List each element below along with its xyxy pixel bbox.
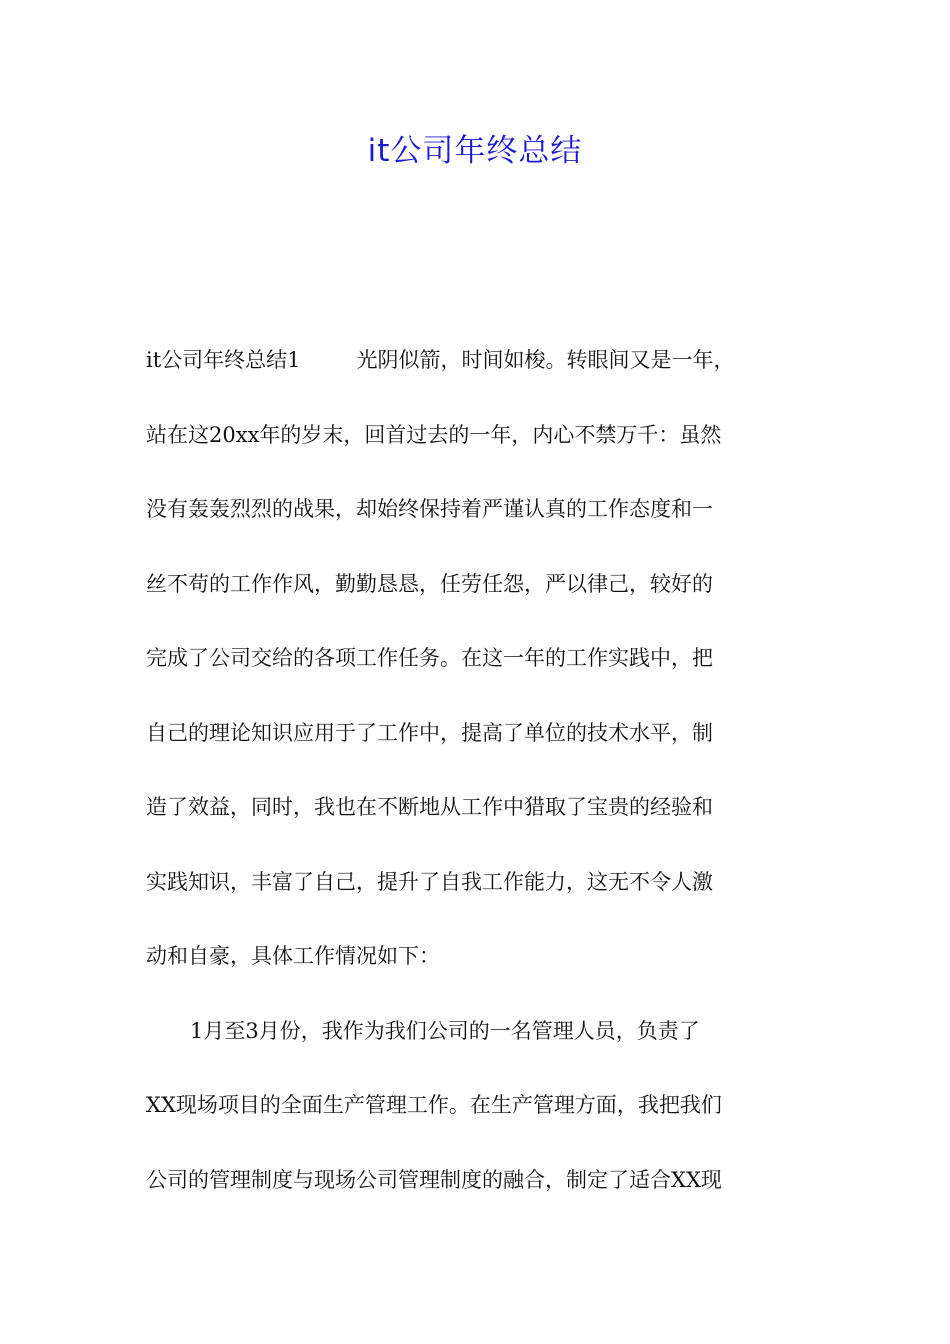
paragraph-line: 动和自豪，具体工作情况如下： xyxy=(146,944,440,968)
paragraph-line: 站在这20xx年的岁末，回首过去的一年，内心不禁万千：虽然 xyxy=(146,422,722,447)
section-heading: it公司年终总结1 xyxy=(146,348,301,372)
paragraph-line xyxy=(146,336,836,411)
paragraph-line: 没有轰轰烈烈的战果，却始终保持着严谨认真的工作态度和一 xyxy=(146,497,713,521)
paragraph-line: XX现场项目的全面生产管理工作。在生产管理方面，我把我们 xyxy=(146,1093,722,1117)
paragraph-line: 丝不苟的工作作风，勤勤恳恳，任劳任怨，严以律己，较好的 xyxy=(146,571,713,596)
document-title: it公司年终总结 xyxy=(367,133,583,169)
paragraph-text: 光阴似箭，时间如梭。转眼间又是一年， xyxy=(356,348,735,372)
paragraph-line: 公司的管理制度与现场公司管理制度的融合，制定了适合XX现 xyxy=(146,1167,722,1192)
paragraph-line: 实践知识，丰富了自己，提升了自我工作能力，这无不令人激 xyxy=(146,869,713,894)
paragraph-line: 造了效益，同时，我也在不断地从工作中猎取了宝贵的经验和 xyxy=(146,795,713,819)
paragraph-line: 完成了公司交给的各项工作任务。在这一年的工作实践中，把 xyxy=(146,646,713,670)
paragraph-line: 1月至3月份，我作为我们公司的一名管理人员，负责了 xyxy=(190,1018,700,1043)
paragraph-line: 自己的理论知识应用于了工作中，提高了单位的技术水平，制 xyxy=(146,720,713,745)
document-body xyxy=(146,336,836,1230)
